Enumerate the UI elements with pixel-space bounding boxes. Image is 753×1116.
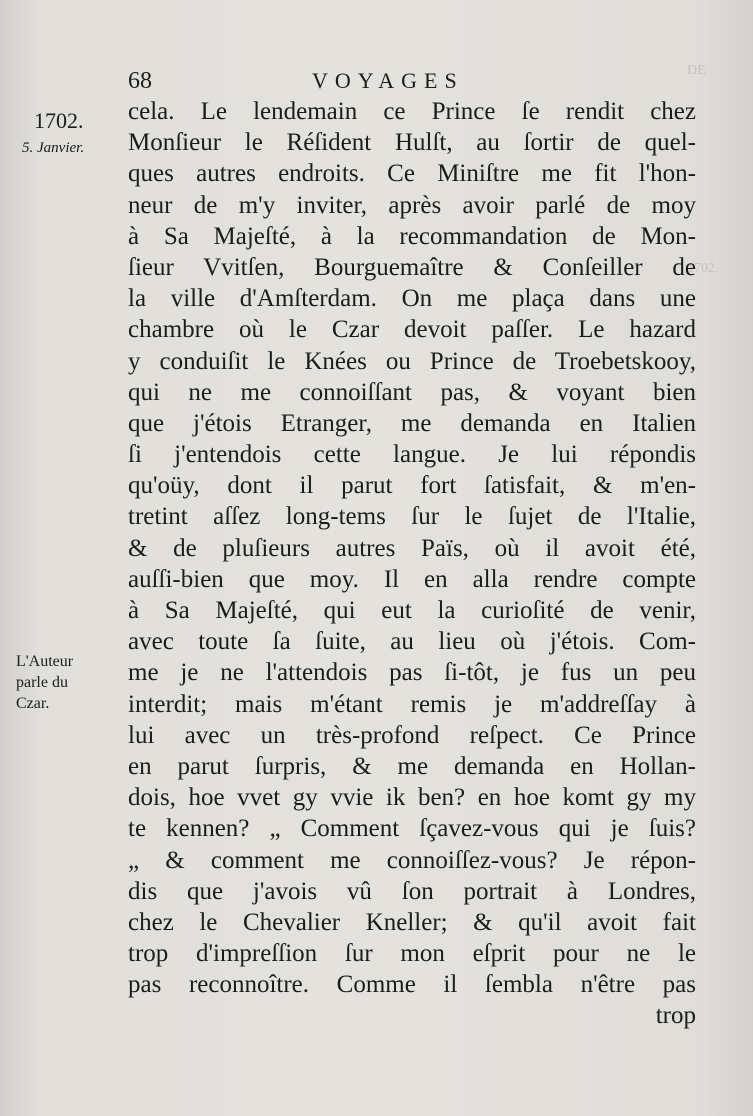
bleed-line <box>687 346 753 368</box>
text-line: „ & comment me connoiſſez-vous? Je répon- <box>128 846 696 874</box>
text-line: pas reconnoître. Comme il ſembla n'être pas <box>128 971 696 999</box>
bleed-line <box>687 874 753 896</box>
page-header <box>128 68 696 98</box>
bleed-line <box>687 478 753 500</box>
catchword: trop <box>655 1002 696 1030</box>
bleed-line <box>687 522 753 544</box>
margin-note <box>16 651 128 714</box>
bleed-line <box>687 170 753 192</box>
text-line: cela. Le lendemain ce Prince ſe rendit chez <box>128 98 696 125</box>
text-line: chez le Chevalier Kneller; & qu'il avoit fait <box>128 908 696 936</box>
bleed-line: 1702. <box>687 261 719 276</box>
text-line: te kennen? „ Comment ſçavez-vous qui je ſuis? <box>128 815 696 843</box>
bleed-line <box>687 368 753 390</box>
text-line: que j'étois Etranger, me demanda en Italien <box>128 409 696 437</box>
text-line: chambre où le Czar devoit paſſer. Le hazard <box>128 316 696 344</box>
page-number: 68 <box>128 68 152 94</box>
bleed-line <box>687 962 753 984</box>
text-line: y conduiſit le Knées ou Prince de Troebetskooy, <box>128 347 696 375</box>
bleed-line <box>687 412 753 434</box>
text-line: qui ne me connoiſſant pas, & voyant bien <box>128 378 696 406</box>
bleed-line <box>687 390 753 412</box>
bleed-through-text <box>687 60 753 1100</box>
bleed-line <box>687 742 753 764</box>
running-title: VOYAGES <box>312 68 464 93</box>
bleed-line <box>687 588 753 610</box>
bleed-line <box>687 764 753 786</box>
text-line: ſieur Vvitſen, Bourguemaître & Conſeiller de <box>128 253 696 281</box>
bleed-line <box>687 456 753 478</box>
bleed-line <box>687 698 753 720</box>
bleed-line <box>687 214 753 236</box>
bleed-line <box>687 632 753 654</box>
margin-note-line: Czar. <box>16 695 50 712</box>
bleed-line <box>687 434 753 456</box>
text-line: dois, hoe vvet gy vvie ik ben? en hoe komt gy my <box>128 784 696 812</box>
bleed-line <box>687 236 753 258</box>
bleed-line <box>687 544 753 566</box>
bleed-line <box>687 104 753 126</box>
bleed-line <box>687 192 753 214</box>
text-line: neur de m'y inviter, après avoir parlé de moy <box>128 191 696 219</box>
bleed-line <box>687 126 753 148</box>
margin-note-line: parle du <box>16 674 68 691</box>
text-line: ſi j'entendois cette langue. Je lui répondis <box>128 441 696 469</box>
text-line: à Sa Majeſté, qui eut la curioſité de venir, <box>128 597 696 624</box>
margin-year: 1702. <box>34 108 84 133</box>
bleed-line <box>687 654 753 676</box>
bleed-line <box>687 302 753 324</box>
bleed-line: DE <box>687 63 706 78</box>
body-text <box>128 96 696 1032</box>
text-line: en parut ſurpris, & me demanda en Hollan- <box>128 752 696 780</box>
bleed-line <box>687 82 753 104</box>
bleed-line <box>687 148 753 170</box>
margin-date: 5. Janvier. <box>22 140 85 156</box>
bleed-line <box>687 324 753 346</box>
bleed-line <box>687 566 753 588</box>
bleed-line <box>687 676 753 698</box>
text-line: Monſieur le Réſident Hulſt, au ſortir de quel- <box>128 129 696 157</box>
text-line: ques autres endroits. Ce Miniſtre me fit l'hon- <box>128 160 696 188</box>
margin-note-line: L'Auteur <box>16 653 74 670</box>
bleed-line <box>687 1028 753 1050</box>
bleed-line <box>687 720 753 742</box>
bleed-line <box>687 896 753 918</box>
bleed-line <box>687 918 753 940</box>
bleed-line <box>687 280 753 302</box>
bleed-line <box>687 852 753 874</box>
text-line: & de pluſieurs autres Païs, où il avoit été, <box>128 534 696 562</box>
text-line: la ville d'Amſterdam. On me plaça dans une <box>128 285 696 313</box>
text-line: lui avec un très-profond reſpect. Ce Prince <box>128 721 696 749</box>
text-line: à Sa Majeſté, à la recommandation de Mon- <box>128 222 696 250</box>
bleed-line <box>687 940 753 962</box>
bleed-line <box>687 984 753 1006</box>
bleed-line <box>687 786 753 808</box>
text-line: tretint aſſez long-tems ſur le ſujet de l'Italie, <box>128 503 696 531</box>
text-line: avec toute ſa ſuite, au lieu où j'étois. Com- <box>128 628 696 656</box>
text-line: dis que j'avois vû ſon portrait à Londres, <box>128 877 696 905</box>
text-line: interdit; mais m'étant remis je m'addreſſay à <box>128 690 696 718</box>
bleed-line <box>687 610 753 632</box>
text-line: trop d'impreſſion ſur mon eſprit pour ne le <box>128 940 696 968</box>
bleed-line <box>687 500 753 522</box>
bleed-line <box>687 830 753 852</box>
bleed-line <box>687 808 753 830</box>
text-line: auſſi-bien que moy. Il en alla rendre compte <box>128 565 696 593</box>
text-line: qu'oüy, dont il parut fort ſatisfait, & m'en- <box>128 472 696 500</box>
bleed-line <box>687 1006 753 1028</box>
text-line: me je ne l'attendois pas ſi-tôt, je fus un peu <box>128 659 696 687</box>
